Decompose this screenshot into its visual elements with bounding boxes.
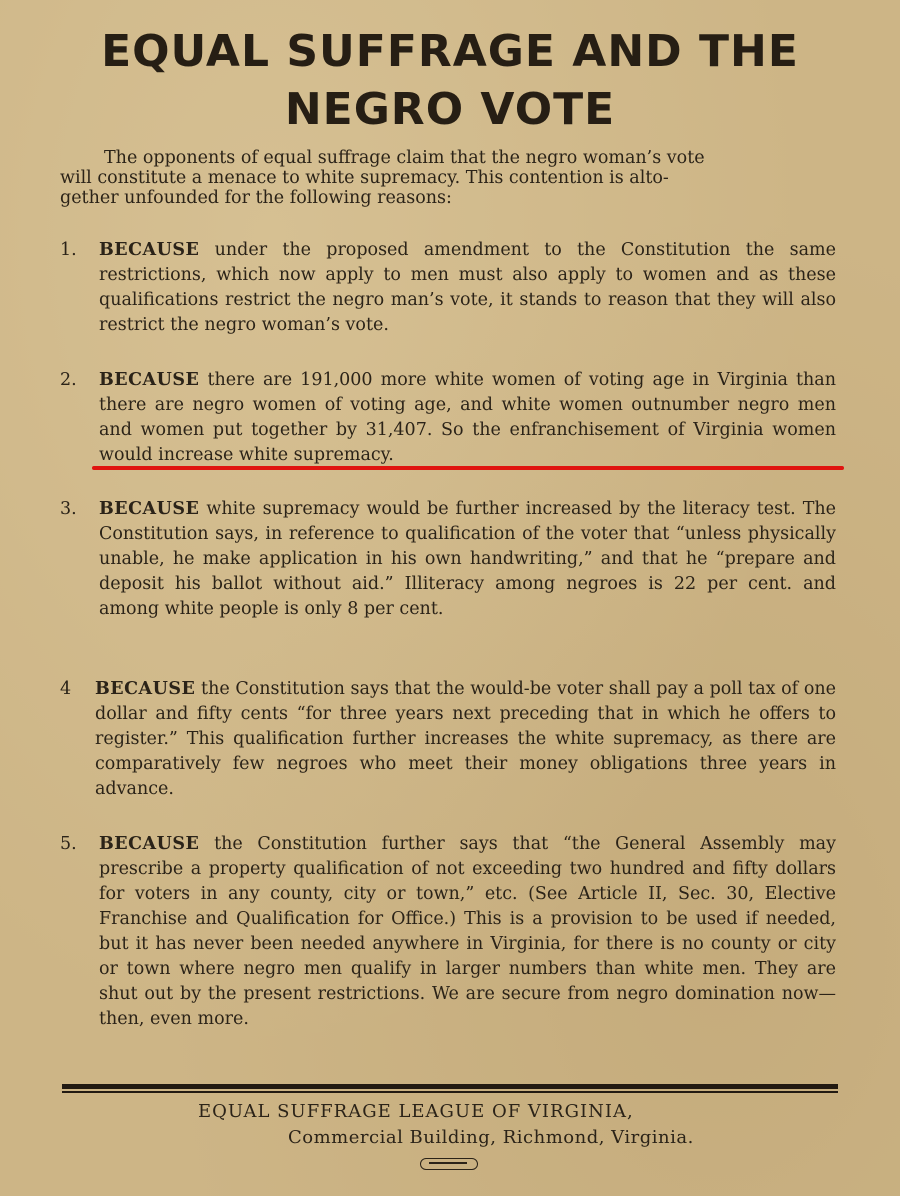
reason-lead: BECAUSE (95, 679, 196, 699)
footer-divider-thick (62, 1084, 838, 1089)
title-line-1: EQUAL SUFFRAGE AND THE (101, 26, 799, 77)
reason-number: 2. (60, 370, 77, 390)
reason-text: the Constitution says that the would-be voter shall pay a poll tax of one dollar and fifty cents “for three years next preceding that in which he offers to register.” This qualification further increases the white supremacy, as there are comparatively few negroes who meet their money obligations three years in advance. (95, 679, 836, 799)
footer-address: Commercial Building, Richmond, Virginia. (288, 1127, 694, 1148)
reason-number: 5. (60, 834, 77, 854)
reason-number: 3. (60, 499, 77, 519)
reason-item-5 (60, 832, 836, 1032)
reason-text: under the proposed amendment to the Constitution the same restrictions, which now apply to men must also apply to women and as these qualifications restrict the negro man’s vote, it stands to reason that they will also restrict the negro woman’s vote. (99, 240, 836, 335)
footer-organization: EQUAL SUFFRAGE LEAGUE OF VIRGINIA, (198, 1101, 634, 1122)
reason-body (99, 497, 836, 622)
intro-paragraph (60, 148, 836, 208)
reason-item-3 (60, 497, 836, 622)
reason-lead: BECAUSE (99, 240, 200, 260)
reason-body (99, 832, 836, 1032)
reason-text: there are 191,000 more white women of voting age in Virginia than there are negro women of voting age, and white women outnumber negro men and women put together by 31,407. So the enfranchisement of Virginia women would increase white supremacy. (99, 370, 836, 465)
reason-body (95, 677, 836, 802)
reason-lead: BECAUSE (99, 370, 200, 390)
reason-item-1 (60, 238, 836, 338)
union-label-icon (420, 1158, 478, 1170)
reason-item-4 (60, 677, 836, 802)
intro-line-2: will constitute a menace to white supremacy. This contention is alto- (60, 168, 669, 188)
reason-text: the Constitution further says that “the General Assembly may prescribe a property qualification of not exceeding two hundred and fifty dollars for voters in any county, city or town,” etc. (See Article II, Sec. 30, Elective Franchise and Qualification for Office.) This is a provision to be used if needed, but it has never been needed anywhere in Virginia, for there is no county or city or town where negro men qualify in larger numbers than white men. They are shut out by the present restrictions. We are secure from negro domination now—then, even more. (99, 834, 836, 1029)
reason-body (99, 238, 836, 338)
reason-text: white supremacy would be further increased by the literacy test. The Constitution says, in reference to qualification of the voter that “unless physically unable, he make application in his own handwriting,” and that he “prepare and deposit his ballot without aid.” Illiteracy among negroes is 22 per cent. and among white people is only 8 per cent. (99, 499, 836, 619)
footer-divider-thin (62, 1091, 838, 1093)
reason-lead: BECAUSE (99, 834, 200, 854)
title-line-2: NEGRO VOTE (284, 84, 616, 135)
intro-line-3: gether unfounded for the following reasons: (60, 188, 452, 208)
reason-lead: BECAUSE (99, 499, 200, 519)
intro-line-1: The opponents of equal suffrage claim that the negro woman’s vote (104, 148, 705, 168)
reason-number: 1. (60, 240, 77, 260)
reason-item-2 (60, 368, 836, 468)
reason-body (99, 368, 836, 468)
reason-number: 4 (60, 679, 72, 699)
red-underline-mark (92, 466, 844, 470)
